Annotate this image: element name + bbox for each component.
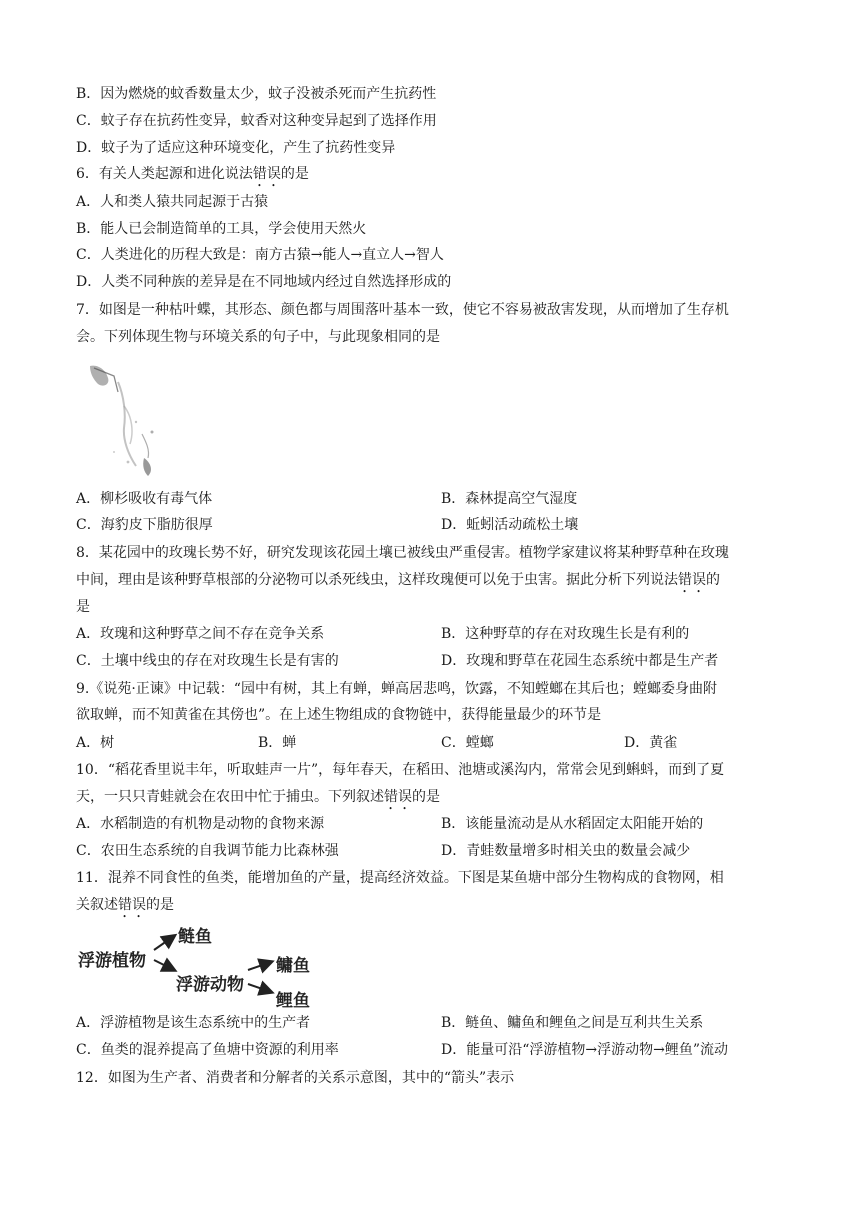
bighead-carp-label: 鳙鱼 — [276, 956, 310, 976]
q6-option-d: D．人类不同种族的差异是在不同地域内经过自然选择形成的 — [76, 274, 452, 290]
silver-carp-label: 鲢鱼 — [178, 927, 212, 947]
q6-stem: 6．有关人类起源和进化说法错误的是 — [76, 166, 309, 182]
q9-option-c: C．螳螂 — [441, 735, 494, 751]
emphasis-mark: 错误 — [678, 572, 706, 588]
emphasis-mark: 错误 — [118, 897, 146, 913]
q8-stem-line1: 8．某花园中的玫瑰长势不好，研究发现该花园土壤已被线虫严重侵害。植物学家建议将某种野草种在玫瑰 — [76, 545, 729, 561]
q8-stem-line2: 中间，理由是该种野草根部的分泌物可以杀死线虫，这样玫瑰便可以免于虫害。据此分析下列说法错误的 — [76, 572, 720, 588]
carp-label: 鲤鱼 — [276, 991, 310, 1011]
q8-stem-line3: 是 — [76, 599, 90, 615]
emphasis-mark: 错误 — [252, 166, 281, 182]
q11-stem-line1: 11．混养不同食性的鱼类，能增加鱼的产量，提高经济效益。下图是某鱼塘中部分生物构成的食物网，相 — [76, 870, 724, 886]
q11-option-d: D．能量可沿“浮游植物→浮游动物→鲤鱼”流动 — [441, 1042, 728, 1058]
q8-option-d: D．玫瑰和野草在花园生态系统中都是生产者 — [441, 653, 719, 669]
q10-stem-line2: 天，一只只青蛙就会在农田中忙于捕虫。下列叙述错误的是 — [76, 789, 440, 805]
plankton-plants-label: 浮游植物 — [78, 951, 146, 971]
q11-option-b: B．鲢鱼、鳙鱼和鲤鱼之间是互利共生关系 — [441, 1015, 704, 1031]
q5-option-b: B．因为燃烧的蚊香数量太少，蚊子没被杀死而产生抗药性 — [76, 86, 437, 102]
q8-option-c: C．土壤中线虫的存在对玫瑰生长是有害的 — [76, 653, 339, 669]
q7-option-c: C．海豹皮下脂肪很厚 — [76, 517, 213, 533]
q10-option-b: B．该能量流动是从水稻固定太阳能开始的 — [441, 816, 704, 832]
plankton-animals-label: 浮游动物 — [176, 975, 244, 995]
q8-option-b: B．这种野草的存在对玫瑰生长是有利的 — [441, 626, 690, 642]
q6-option-a: A．人和类人猿共同起源于古猿 — [76, 194, 269, 210]
emphasis-mark: 错误 — [384, 789, 412, 805]
leaf-butterfly-image — [84, 362, 162, 480]
q11-option-a: A．浮游植物是该生态系统中的生产者 — [76, 1015, 311, 1031]
q9-option-b: B．蝉 — [258, 735, 297, 751]
q5-option-d: D．蚊子为了适应这种环境变化，产生了抗药性变异 — [76, 140, 396, 156]
q9-stem-line1: 9.《说苑·正谏》中记载：“园中有树，其上有蝉，蝉高居悲鸣，饮露，不知螳螂在其后也；螳螂委身曲附 — [76, 681, 717, 697]
q10-option-d: D．青蛙数量增多时相关虫的数量会减少 — [441, 843, 691, 859]
q10-stem-line1: 10．“稻花香里说丰年，听取蛙声一片”，每年春天，在稻田、池塘或溪沟内，常常会见到蝌蚪，而到了夏 — [76, 762, 725, 778]
q6-option-c: C．人类进化的历程大致是：南方古猿→能人→直立人→智人 — [76, 247, 444, 263]
food-web-diagram — [76, 918, 326, 1010]
q11-stem-line2: 关叙述错误的是 — [76, 897, 174, 913]
q7-stem-line1: 7．如图是一种枯叶蝶，其形态、颜色都与周围落叶基本一致，使它不容易被敌害发现，从而增加了生存机 — [76, 302, 729, 318]
q10-option-c: C．农田生态系统的自我调节能力比森林强 — [76, 843, 339, 859]
q11-option-c: C．鱼类的混养提高了鱼塘中资源的利用率 — [76, 1042, 339, 1058]
q7-stem-line2: 会。下列体现生物与环境关系的句子中，与此现象相同的是 — [76, 329, 440, 345]
q9-option-a: A．树 — [76, 735, 115, 751]
q5-option-c: C．蚊子存在抗药性变异，蚊香对这种变异起到了选择作用 — [76, 113, 437, 129]
q9-option-d: D．黄雀 — [624, 735, 678, 751]
q8-option-a: A．玫瑰和这种野草之间不存在竞争关系 — [76, 626, 325, 642]
q9-stem-line2: 欲取蝉，而不知黄雀在其傍也”。在上述生物组成的食物链中，获得能量最少的环节是 — [76, 707, 602, 723]
q6-option-b: B．能人已会制造简单的工具，学会使用天然火 — [76, 221, 367, 237]
q7-option-a: A．柳杉吸收有毒气体 — [76, 491, 213, 507]
q7-option-d: D．蚯蚓活动疏松土壤 — [441, 517, 579, 533]
q10-option-a: A．水稻制造的有机物是动物的食物来源 — [76, 816, 325, 832]
q12-stem: 12．如图为生产者、消费者和分解者的关系示意图，其中的“箭头”表示 — [76, 1070, 515, 1086]
q7-option-b: B．森林提高空气湿度 — [441, 491, 578, 507]
